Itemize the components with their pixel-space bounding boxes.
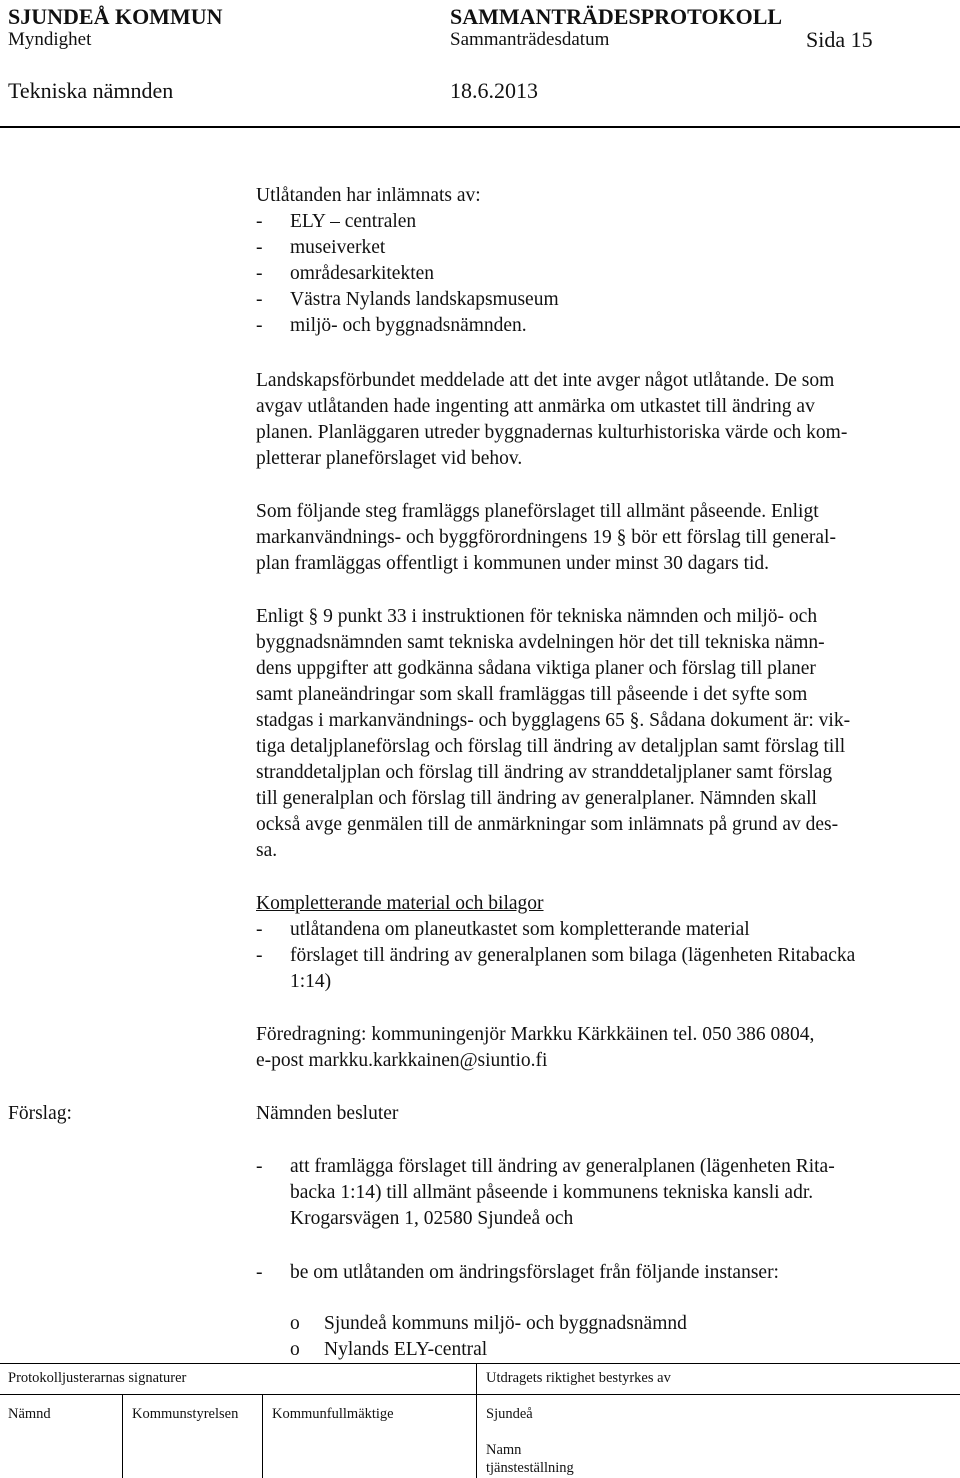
paragraph-line: Som följande steg framläggs planeförslaget till allmänt påseende. Enligt [256, 501, 819, 522]
header-rule [0, 126, 960, 128]
presenter-email: e-post markku.karkkainen@siuntio.fi [256, 1050, 548, 1071]
meeting-date: 18.6.2013 [450, 78, 538, 103]
footer-mid-rule [0, 1394, 960, 1395]
list-item: - be om utlåtanden om ändringsförslaget från följande instanser: [256, 1262, 779, 1283]
attachments-heading: Kompletterande material och bilagor [256, 893, 544, 914]
footer-divider [476, 1363, 477, 1478]
list-item: - utlåtandena om planeutkastet som kompletterande material [256, 919, 750, 940]
statements-intro: Utlåtanden har inlämnats av: [256, 185, 481, 206]
list-item-continuation: Krogarsvägen 1, 02580 Sjundeå och [290, 1208, 574, 1229]
meeting-date-label: Sammanträdesdatum [450, 29, 610, 50]
authority-name: Tekniska nämnden [8, 78, 174, 103]
sub-list-item: o Nylands ELY-central [290, 1339, 488, 1360]
paragraph-line: sa. [256, 840, 278, 861]
footer-col-board: Nämnd [8, 1406, 51, 1422]
list-item: - ELY – centralen [256, 211, 417, 232]
list-item: - att framlägga förslaget till ändring av generalplanen (lägenheten Rita- [256, 1156, 835, 1177]
list-item: - museiverket [256, 237, 386, 258]
sub-list-item: o Sjundeå kommuns miljö- och byggnadsnämnd [290, 1313, 687, 1334]
page-number: Sida 15 [806, 27, 873, 52]
footer-name-label: Namn [486, 1442, 522, 1458]
paragraph-line: dens uppgifter att godkänna sådana viktiga planer och förslag till planer [256, 658, 816, 679]
paragraph-line: Landskapsförbundet meddelade att det inte avger något utlåtande. De som [256, 370, 835, 391]
presenter-line: Föredragning: kommuningenjör Markku Kärkkäinen tel. 050 386 0804, [256, 1024, 815, 1045]
paragraph-line: plan framläggas offentligt i kommunen under minst 30 dagars tid. [256, 553, 770, 574]
footer-col-divider [122, 1394, 123, 1478]
paragraph-line: tiga detaljplaneförslag och förslag till ändring av detaljplan samt förslag till [256, 736, 846, 757]
excerpt-label: Utdragets riktighet bestyrkes av [486, 1370, 671, 1386]
paragraph-line: stranddetaljplan och förslag till ändring av stranddetaljplaner samt förslag [256, 762, 833, 783]
paragraph-line: byggnadsnämnden samt tekniska avdelningen hör det till tekniska nämn- [256, 632, 825, 653]
paragraph-line: avgav utlåtanden hade ingenting att anmärka om utkastet till ändring av [256, 396, 815, 417]
list-item-continuation: backa 1:14) till allmänt påseende i kommunens tekniska kansli adr. [290, 1182, 814, 1203]
org-name: SJUNDEÅ KOMMUN [8, 4, 223, 29]
decision-heading: Nämnden besluter [256, 1103, 399, 1124]
document-type: SAMMANTRÄDESPROTOKOLL [450, 4, 783, 29]
paragraph-line: Enligt § 9 punkt 33 i instruktionen för tekniska nämnden och miljö- och [256, 606, 818, 627]
list-item: - områdesarkitekten [256, 263, 435, 284]
paragraph-line: pletterar planeförslaget vid behov. [256, 448, 523, 469]
authority-label: Myndighet [8, 29, 92, 50]
paragraph-line: markanvändnings- och byggförordningens 19 § bör ett förslag till general- [256, 527, 836, 548]
paragraph-line: stadgas i markanvändnings- och bygglagens 65 §. Sådana dokument är: vik- [256, 710, 851, 731]
proposal-label: Förslag: [8, 1103, 72, 1124]
list-item-continuation: 1:14) [290, 971, 332, 992]
footer-place: Sjundeå [486, 1406, 533, 1422]
paragraph-line: också avge genmälen till de anmärkningar som inlämnats på grund av des- [256, 814, 839, 835]
paragraph-line: till generalplan och förslag till ändring av generalplaner. Nämnden skall [256, 788, 817, 809]
footer-col-municipal-board: Kommunstyrelsen [132, 1406, 239, 1422]
footer-col-council: Kommunfullmäktige [272, 1406, 394, 1422]
list-item: - förslaget till ändring av generalplanen som bilaga (lägenheten Ritabacka [256, 945, 856, 966]
paragraph-line: samt planeändringar som skall framläggas till påseende i det syfte som [256, 684, 808, 705]
paragraph-line: planen. Planläggaren utreder byggnadernas kulturhistoriska värde och kom- [256, 422, 848, 443]
list-item: - Västra Nylands landskapsmuseum [256, 289, 559, 310]
footer-col-divider [262, 1394, 263, 1478]
list-item: - miljö- och byggnadsnämnden. [256, 315, 527, 336]
footer-top-rule [0, 1363, 960, 1364]
signatures-label: Protokolljusterarnas signaturer [8, 1370, 187, 1386]
footer-title-label: tjänsteställning [486, 1460, 574, 1476]
